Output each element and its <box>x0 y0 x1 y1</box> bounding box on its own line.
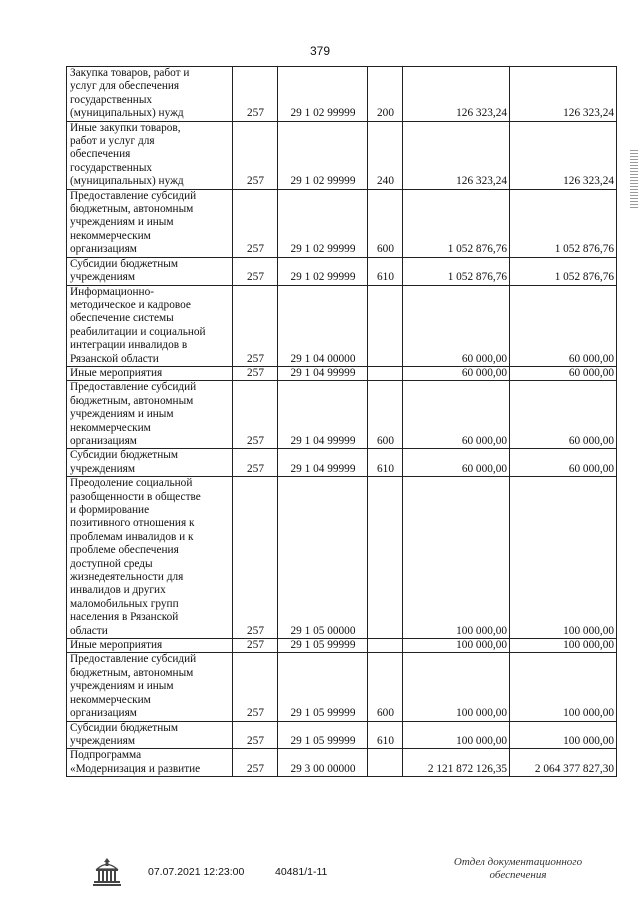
table-row <box>67 653 617 721</box>
row-ved-code: 257 <box>233 639 278 653</box>
row-csr-code: 29 1 05 00000 <box>278 477 368 639</box>
row-amount-1: 100 000,00 <box>403 477 510 639</box>
row-csr-code: 29 1 02 99999 <box>278 257 368 285</box>
row-csr-code: 29 1 02 99999 <box>278 121 368 189</box>
row-vr-code: 200 <box>368 67 403 122</box>
row-vr-code <box>368 639 403 653</box>
row-name: Иные мероприятия <box>67 366 233 380</box>
row-vr-code: 600 <box>368 381 403 449</box>
department-line-1: Отдел документационного <box>453 856 583 868</box>
row-vr-code: 610 <box>368 449 403 477</box>
row-amount-1: 1 052 876,76 <box>403 189 510 257</box>
table-row <box>67 366 617 380</box>
row-name: Иные закупки товаров, работ и услуг для обеспечения государственных (муниципальных) нужд <box>67 121 233 189</box>
row-amount-1: 100 000,00 <box>403 639 510 653</box>
row-ved-code: 257 <box>233 121 278 189</box>
row-name: Предоставление субсидий бюджетным, автономным учреждениям и иным некоммерческим организациям <box>67 653 233 721</box>
row-vr-code: 600 <box>368 653 403 721</box>
row-ved-code: 257 <box>233 381 278 449</box>
row-ved-code: 257 <box>233 749 278 777</box>
row-amount-1: 126 323,24 <box>403 67 510 122</box>
row-name: Иные мероприятия <box>67 639 233 653</box>
row-amount-2: 126 323,24 <box>510 121 617 189</box>
row-amount-2: 100 000,00 <box>510 639 617 653</box>
row-amount-2: 126 323,24 <box>510 67 617 122</box>
row-ved-code: 257 <box>233 449 278 477</box>
row-name: Субсидии бюджетным учреждениям <box>67 257 233 285</box>
table-row <box>67 749 617 777</box>
row-csr-code: 29 1 05 99999 <box>278 639 368 653</box>
stamp-datetime: 07.07.2021 12:23:00 <box>148 866 245 878</box>
row-csr-code: 29 1 02 99999 <box>278 189 368 257</box>
row-ved-code: 257 <box>233 653 278 721</box>
row-csr-code: 29 1 04 99999 <box>278 449 368 477</box>
row-ved-code: 257 <box>233 257 278 285</box>
table-row <box>67 257 617 285</box>
table-row <box>67 67 617 122</box>
row-ved-code: 257 <box>233 67 278 122</box>
building-emblem-icon <box>92 856 122 888</box>
row-amount-2: 100 000,00 <box>510 653 617 721</box>
row-vr-code <box>368 477 403 639</box>
row-csr-code: 29 1 05 99999 <box>278 721 368 749</box>
table-row <box>67 449 617 477</box>
table-row <box>67 285 617 366</box>
row-ved-code: 257 <box>233 721 278 749</box>
row-csr-code: 29 3 00 00000 <box>278 749 368 777</box>
table-row <box>67 721 617 749</box>
table-row <box>67 477 617 639</box>
row-ved-code: 257 <box>233 477 278 639</box>
row-amount-2: 1 052 876,76 <box>510 189 617 257</box>
row-csr-code: 29 1 02 99999 <box>278 67 368 122</box>
row-csr-code: 29 1 04 99999 <box>278 366 368 380</box>
row-ved-code: 257 <box>233 285 278 366</box>
row-vr-code <box>368 366 403 380</box>
row-vr-code <box>368 285 403 366</box>
row-csr-code: 29 1 04 00000 <box>278 285 368 366</box>
row-amount-1: 60 000,00 <box>403 285 510 366</box>
row-ved-code: 257 <box>233 189 278 257</box>
row-amount-1: 100 000,00 <box>403 721 510 749</box>
row-amount-2: 100 000,00 <box>510 721 617 749</box>
department-stamp <box>448 856 588 882</box>
row-amount-2: 60 000,00 <box>510 449 617 477</box>
page-edge-mark <box>630 150 638 210</box>
row-vr-code: 610 <box>368 721 403 749</box>
department-line-2: обеспечения <box>489 869 547 881</box>
stamp-doc-number: 40481/1-11 <box>275 866 328 878</box>
row-amount-1: 100 000,00 <box>403 653 510 721</box>
row-amount-1: 126 323,24 <box>403 121 510 189</box>
row-name: Предоставление субсидий бюджетным, автономным учреждениям и иным некоммерческим организациям <box>67 189 233 257</box>
row-amount-2: 60 000,00 <box>510 381 617 449</box>
row-name: Подпрограмма «Модернизация и развитие <box>67 749 233 777</box>
row-vr-code: 600 <box>368 189 403 257</box>
table-row <box>67 121 617 189</box>
row-vr-code: 240 <box>368 121 403 189</box>
row-amount-1: 60 000,00 <box>403 366 510 380</box>
row-name: Преодоление социальной разобщенности в обществе и формирование позитивного отношения к проблемам инвалидов и к проблеме обеспечения доступной среды жизнедеятельности для инвалидов и других маломобильных групп населения в Рязанской области <box>67 477 233 639</box>
footer <box>0 852 640 892</box>
row-csr-code: 29 1 04 99999 <box>278 381 368 449</box>
table-row <box>67 639 617 653</box>
row-name: Предоставление субсидий бюджетным, автономным учреждениям и иным некоммерческим организациям <box>67 381 233 449</box>
table-body <box>67 67 617 777</box>
row-amount-1: 2 121 872 126,35 <box>403 749 510 777</box>
row-amount-2: 100 000,00 <box>510 477 617 639</box>
row-name: Закупка товаров, работ и услуг для обеспечения государственных (муниципальных) нужд <box>67 67 233 122</box>
row-csr-code: 29 1 05 99999 <box>278 653 368 721</box>
row-amount-2: 1 052 876,76 <box>510 257 617 285</box>
row-amount-1: 60 000,00 <box>403 449 510 477</box>
table-row <box>67 381 617 449</box>
row-amount-1: 60 000,00 <box>403 381 510 449</box>
row-amount-2: 60 000,00 <box>510 285 617 366</box>
row-amount-2: 2 064 377 827,30 <box>510 749 617 777</box>
row-vr-code <box>368 749 403 777</box>
table-row <box>67 189 617 257</box>
page-number: 379 <box>309 44 331 58</box>
row-name: Субсидии бюджетным учреждениям <box>67 449 233 477</box>
budget-table <box>66 66 617 777</box>
row-name: Информационно- методическое и кадровое обеспечение системы реабилитации и социальной интеграции инвалидов в Рязанской области <box>67 285 233 366</box>
row-vr-code: 610 <box>368 257 403 285</box>
row-amount-1: 1 052 876,76 <box>403 257 510 285</box>
row-name: Субсидии бюджетным учреждениям <box>67 721 233 749</box>
row-amount-2: 60 000,00 <box>510 366 617 380</box>
row-ved-code: 257 <box>233 366 278 380</box>
